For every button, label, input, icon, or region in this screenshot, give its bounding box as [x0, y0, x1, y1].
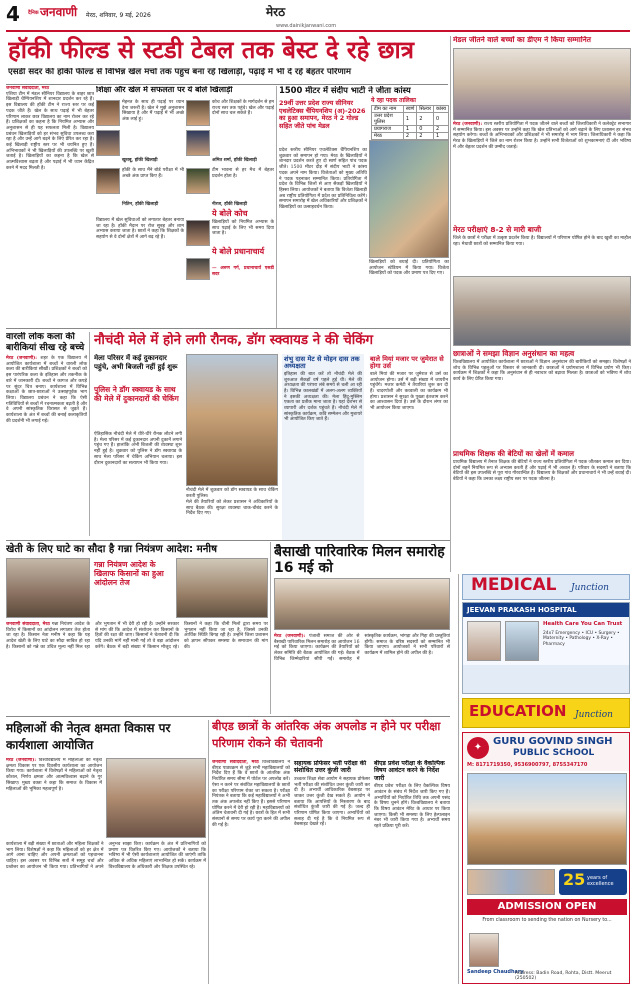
science-headline: छात्राओं ने समझा विज्ञान अनुसंधान का महत्व: [453, 349, 575, 358]
masthead-rule: [6, 30, 630, 32]
athletics-story: [279, 86, 449, 326]
nauchandi-text-2: मेले की तैयारियों को लेकर प्रशासन ने अधिकारियों के साथ बैठक की। सुरक्षा व्यवस्था चाक-चौबंद करने के निर्देश दिए गए।: [186, 500, 278, 517]
player-photo-2: [96, 130, 120, 156]
athletics-subhead: 29वीं उत्तर प्रदेश राज्य सीनियर एथलेटिक्स चैंपियनशिप (अ)-2026 का हुआ समापन, मेरठ ने 2 गोल्ड सहित जीते पांच मेडल: [279, 99, 366, 130]
medical-ad-header: [462, 574, 630, 600]
jeevan-tag: Health Care You Can Trust: [543, 621, 623, 627]
school-address: Address: Badin Road, Rohta, Distt. Meerut (250502): [515, 971, 612, 981]
athletics-headline: 1500 मीटर में संदीप भाटी ने जीता कांस्य: [279, 86, 411, 95]
admission-sub: From classroom to sending the nation on Nursery to...: [482, 918, 612, 923]
school-sub: PUBLIC SCHOOL: [513, 748, 595, 758]
quote-name-4: नीरज, हॉकी खिलाड़ी: [212, 202, 248, 207]
dm-honour-photo: [453, 48, 631, 120]
lead-body: [6, 86, 94, 282]
school-logo-icon: ✦: [467, 737, 489, 759]
baisakhi-photo: [274, 578, 450, 630]
admission-open[interactable]: ADMISSION OPEN: [467, 899, 627, 915]
bed-box2-text: बीएड प्रवेश परीक्षा के लिए वैकल्पिक विषय आवंटन के संबंध में निर्देश जारी किए गए हैं। अभ्यर्थियों को निर्धारित तिथि तक अपनी पसंद के विषय चुनने होंगे। विश्वविद्यालय ने बताया कि विषय आवंटन मेरिट के आधार पर किया जाएगा। किसी भी समस्या के लिए हेल्पलाइन नंबर भी जारी किया गया है। अभ्यर्थी समय रहते प्रक्रिया पूरी करें।: [374, 784, 450, 830]
jeevan-doctor-photo: [467, 621, 501, 661]
daughters-headline: प्राथमिक शिक्षक की बेटियों का खेलों में कमाल: [453, 449, 575, 458]
nauchandi-headline: नौचंदी मेले में होने लगी रौनक, डॉग स्क्वायड ने की चेकिंग: [94, 333, 374, 348]
medal-table: [371, 98, 449, 140]
quote-4: टीम भावना से हर मैच में बेहतर प्रदर्शन होता है।: [212, 168, 274, 179]
art-text: मेरठ (जनवाणी): शहर के एक विद्यालय में आयोजित कार्यशाला में बच्चों ने वारली लोक कला की बारीकियां सीखीं। प्रशिक्षकों ने बच्चों को इस पारंपरिक कला के इतिहास और तकनीक के बारे में जानकारी दी। बच्चों ने कागज और कपड़े पर सुंदर चित्र बनाए। कार्यशाला में विभिन्न कक्षाओं के छात्र-छात्राओं ने उत्साहपूर्वक भाग लिया। विद्यालय प्रबंधन ने कहा कि ऐसी गतिविधियों से बच्चों में रचनात्मकता बढ़ती है और वे अपनी सांस्कृतिक विरासत से जुड़ते हैं। कार्यशाला के अंत में बच्चों की बनाई कलाकृतियों की प्रदर्शनी भी लगाई गई।: [6, 356, 87, 424]
quote-name-1: खुशबू, हॉकी खिलाड़ी: [122, 158, 158, 163]
bed-box-2: [374, 760, 450, 984]
dateline: मेरठ, शनिवार, 9 मई, 2026: [86, 12, 151, 19]
quote-1: मेहनत के साथ ही पढ़ाई पर ध्यान देना जरूरी है। खेल ने मुझे अनुशासन सिखाया है और मैं पढ़ाई में भी अच्छे अंक लाई हूं।: [122, 100, 184, 123]
athletics-text: प्रदेश स्तरीय सीनियर एथलेटिक्स चैंपियनशिप का शुक्रवार को समापन हो गया। मेरठ के खिलाड़ियों ने शानदार प्रदर्शन करते हुए दो स्वर्ण सहित पांच पदक जीते। 1500 मीटर दौड़ में संदीप भाटी ने कांस्य पदक अपने नाम किया। विजेताओं को मुख्य अतिथि ने पदक पहनाकर सम्मानित किया। प्रतियोगिता में प्रदेश के विभिन्न जिलों से आए सैकड़ों खिलाड़ियों ने हिस्सा लिया। आयोजकों ने बताया कि विजेता खिलाड़ी अब राष्ट्रीय प्रतियोगिता में प्रदेश का प्रतिनिधित्व करेंगे। समापन समारोह में खेल अधिकारियों और प्रशिक्षकों ने खिलाड़ियों का उत्साहवर्धन किया।: [279, 148, 367, 211]
lead-inner-head: शिक्षा और खेल में सफलता पर ये बोले खिलाड़ी: [96, 86, 233, 94]
bed-box1-head: सहायक प्रोफेसर भर्ती परीक्षा की संशोधित उत्तर कुंजी जारी: [294, 760, 367, 775]
nauchandi-sub1: मेला परिसर में कई दुकानदार पहुंचे, अभी बिजली नहीं हुई शुरू: [94, 354, 178, 371]
daughters-text: प्राथमिक विद्यालय में तैनात शिक्षक की बेटियों ने राज्य स्तरीय प्रतियोगिता में पदक जीतकर कमाल कर दिया। दोनों बहनें नियमित रूप से अभ्यास करती हैं और पढ़ाई में भी अव्वल हैं। परिवार के सदस्यों ने बताया कि बेटियों की इस उपलब्धि से पूरा गांव गौरवान्वित है। विद्यालय के शिक्षकों और प्रधानाचार्य ने भी उन्हें बधाई दी। बेटियों ने कहा कि उनका लक्ष्य राष्ट्रीय स्तर पर पदक जीतना है।: [453, 460, 631, 483]
bed-box-1: [294, 760, 370, 984]
page-number: 4: [6, 4, 20, 26]
bed-text: जनवाणी संवाददाता, मेरठ विश्वविद्यालय ने बीएड पाठ्यक्रम से जुड़े सभी महाविद्यालयों को निर्देश दिए हैं कि वे छात्रों के आंतरिक अंक निर्धारित समय सीमा में पोर्टल पर अपलोड करें। ऐसा न करने पर संबंधित महाविद्यालयों के छात्रों का परीक्षा परिणाम रोका जा सकता है। परीक्षा नियंत्रक ने बताया कि कई महाविद्यालयों ने अभी तक अंक अपलोड नहीं किए हैं। इससे परिणाम घोषित करने में देरी हो रही है। महाविद्यालयों को अंतिम चेतावनी दी गई है। छात्रों के हित में सभी संस्थानों से समय पर कार्य पूरा करने की अपील की गई है।: [212, 760, 290, 828]
women-text-2: कार्यशाला में बड़ी संख्या में छात्राओं और महिला शिक्षकों ने भाग लिया। विशेषज्ञों ने कहा कि महिलाओं को हर क्षेत्र में आगे आना चाहिए और अपनी क्षमताओं को पहचानना चाहिए। इस अवसर पर विभिन्न सत्रों में समूह चर्चा और प्रश्नोत्तर का आयोजन भी किया गया। प्रतिभागियों ने अपने अनुभव साझा किए। कार्यक्रम के अंत में प्रतिभागियों को प्रमाण पत्र वितरित किए गए। आयोजकों ने बताया कि भविष्य में भी ऐसी कार्यशालाएं आयोजित की जाएंगी ताकि अधिक से अधिक महिलाएं लाभान्वित हो सकें। कार्यक्रम में विश्वविद्यालय के अधिकारी और शिक्षक उपस्थित रहे।: [6, 842, 206, 870]
lead-text: एशिया टीम में मंडल सीनियर विद्यालय के बाहर छात्र खिलाड़ी चैम्पियनशिप में शानदार प्रदर्शन कर रहे हैं। इस विद्यालय की हॉकी टीम ने राज्य स्तर पर कई पदक जीते हैं। खेल के साथ पढ़ाई में भी बेहतर परिणाम लाकर छात्र विद्यालय का नाम रोशन कर रहे हैं। प्रशिक्षकों का कहना है कि नियमित अभ्यास और अनुशासन से ही यह सफलता मिली है। विद्यालय प्रबंधन खिलाड़ियों को हर संभव सुविधा उपलब्ध करा रहा है और उन्हें आगे बढ़ने के लिए प्रेरित कर रहा है। कई खिलाड़ी राष्ट्रीय स्तर पर भी चयनित हुए हैं। अभिभावकों ने भी खिलाड़ियों की उपलब्धि पर खुशी जताई है। खिलाड़ियों का कहना है कि खेल से आत्मविश्वास बढ़ता है और पढ़ाई में भी ध्यान केंद्रित करने में मदद मिलती है।: [6, 91, 94, 171]
medical-title: MEDICAL: [471, 575, 557, 595]
jeevan-ad: [462, 602, 630, 694]
lead-quotes-box: [96, 86, 274, 282]
lead-subhead: एसडी सदर की हॉकी फील्ड से विभिन्न खेल मंचों तक पहुंच बना रहे खिलाड़ी, पढ़ाई में भी दे रहे बेहतर परिणाम: [8, 68, 352, 77]
nauchandi-box1-head: शंभु दास मेट से मोहन दास तक अध्यक्षता: [284, 355, 360, 370]
section-title: मेरठ: [266, 5, 286, 19]
education-ad-header: [462, 698, 630, 728]
bed-story: [212, 760, 450, 984]
founder-name: Sandeep Chaudhary: [467, 969, 524, 975]
nauchandi-caption: नौचंदी मेले में शुक्रवार को डॉग स्क्वायड के साथ चेकिंग करती पुलिस।: [186, 488, 278, 499]
science-text: विश्वविद्यालय में आयोजित कार्यशाला में छात्राओं ने विज्ञान अनुसंधान की बारीकियों को समझा। विशेषज्ञों ने शोध के विभिन्न पहलुओं पर विस्तार से जानकारी दी। छात्राओं ने प्रयोगशाला में विभिन्न प्रयोग भी किए। कार्यक्रम में शिक्षकों ने कहा कि अनुसंधान से ही नवाचार को बढ़ावा मिलता है। छात्राओं को भविष्य में शोध कार्य के लिए प्रेरित किया गया।: [453, 360, 631, 383]
brand-prefix: दैनिक: [28, 10, 39, 16]
school-building-photo: [467, 773, 627, 865]
nauchandi-text-1: ऐतिहासिक नौचंदी मेले में धीरे-धीरे रौनक लौटने लगी है। मेला परिसर में कई दुकानदार अपनी दुकानें लगाने पहुंच गए हैं। हालांकि अभी बिजली की व्यवस्था शुरू नहीं हुई है। शुक्रवार को पुलिस ने डॉग स्क्वायड के साथ मेला परिसर में चेकिंग अभियान चलाया। इस दौरान दुकानदारों का सत्यापन भी किया गया।: [94, 432, 182, 466]
medal-col-gold: स्वर्ण: [403, 106, 416, 113]
lead-byline: जनवाणी संवाददाता, मेरठ: [6, 86, 50, 91]
dm-honour-headline: मेडल जीतने वाले बच्चों का डीएम ने किया सम्मानित: [453, 36, 591, 44]
founder-photo: [469, 933, 499, 967]
quote-3: हॉकी के साथ मैंने बोर्ड परीक्षा में भी अच्छे अंक प्राप्त किए हैं।: [122, 168, 184, 179]
farm-headline: खेती के लिए घाटे का सौदा है गन्ना नियंत्रण आदेश: मनीष: [6, 544, 217, 555]
bed-box1-text: उच्चतर शिक्षा सेवा आयोग ने सहायक प्रोफेसर भर्ती परीक्षा की संशोधित उत्तर कुंजी जारी कर दी है। अभ्यर्थी आधिकारिक वेबसाइट पर जाकर उत्तर कुंजी देख सकते हैं। आयोग ने बताया कि आपत्तियों के निस्तारण के बाद संशोधित कुंजी जारी की गई है। जल्द ही परिणाम घोषित किया जाएगा। अभ्यर्थियों को सलाह दी गई है कि वे नियमित रूप से वेबसाइट देखते रहें।: [294, 776, 370, 828]
coach-photo: [186, 220, 210, 246]
nauchandi-box-1: [282, 354, 364, 540]
school-students-photo: [467, 869, 555, 895]
quote-name-2: अमित शर्मा, हॉकी खिलाड़ी: [212, 158, 257, 163]
women-story: [6, 758, 206, 984]
farm-pull: गन्ना नियंत्रण आदेश के खिलाफ किसानों का हुआ आंदोलन तेज: [94, 560, 164, 587]
baisakhi-headline: बैसाखी पारिवारिक मिलन समारोह 16 मई को: [274, 544, 445, 576]
right-news-column: [453, 36, 631, 572]
section-rule-1: [6, 328, 450, 329]
art-box: [6, 332, 90, 536]
baisakhi-text: मेरठ (जनवाणी): पंजाबी समाज की ओर से बैसाखी पारिवारिक मिलन समारोह का आयोजन 16 मई को किया जाएगा। कार्यक्रम की तैयारियों को लेकर समिति की बैठक आयोजित की गई। बैठक में विभिन्न जिम्मेदारियां सौंपी गईं। समारोह में सांस्कृतिक कार्यक्रम, भांगड़ा और गिद्दा की प्रस्तुतियां होंगी। समाज के वरिष्ठ सदस्यों को सम्मानित भी किया जाएगा। आयोजकों ने सभी परिवारों से कार्यक्रम में शामिल होने की अपील की है।: [274, 634, 450, 662]
nauchandi-box2-text: बाले मियां की मजार पर जुमेरात से उर्स का आयोजन होगा। उर्स में बड़ी संख्या में जायरीन पहुंचेंगे। मजार कमेटी ने तैयारियां शुरू कर दी हैं। चादरपोशी और कव्वाली का कार्यक्रम भी होगा। प्रशासन ने सुरक्षा के पुख्ता इंतजाम करने का आश्वासन दिया है। उर्स के दौरान लंगर का भी आयोजन किया जाएगा।: [370, 371, 448, 412]
medal-col-silver: सिल्वर: [417, 106, 434, 113]
farm-story: [6, 558, 268, 714]
athletics-photo: [369, 140, 449, 258]
nauchandi-story: [94, 354, 450, 540]
farm-divider: [270, 542, 271, 714]
principal-photo: [186, 258, 210, 280]
lead-quotes-extra: विद्यालय में खेल सुविधाओं को लगातार बेहतर बनाया जा रहा है। हॉकी मैदान पर रोज सुबह और शाम अभ्यास कराया जाता है। छात्रों ने कहा कि शिक्षकों के सहयोग से वे दोनों क्षेत्रों में आगे बढ़ रहे हैं।: [96, 218, 184, 241]
quote-2: कोच और शिक्षकों के मार्गदर्शन से हम राज्य स्तर तक पहुंचे। खेल और पढ़ाई दोनों साथ चल सकते हैं।: [212, 100, 274, 117]
medal-table-grid: [371, 105, 449, 140]
ads-divider: [458, 574, 459, 984]
nauchandi-sub2: पुलिस ने डॉग स्क्वायड के साथ की मेले में दुकानदारों की चेकिंग: [94, 385, 179, 403]
section-rule-2: [6, 540, 450, 541]
lead-headline: हॉकी फील्ड से स्टडी टेबल तक बेस्ट दे रहे छात्र: [8, 36, 414, 64]
coach-quote: खिलाड़ियों को नियमित अभ्यास के साथ पढ़ाई के लिए भी समय दिया जाता है।: [212, 220, 274, 237]
art-headline: वारली लोक कला की बारीकियां सीख रहे बच्चे: [6, 332, 85, 353]
section-rule-3: [6, 716, 450, 717]
exam-text: जिले के छात्रों ने परीक्षा में उत्कृष्ट प्रदर्शन किया है। विद्यालयों में परिणाम घोषित होने के बाद खुशी का माहौल रहा। मेधावी छात्रों को सम्मानित किया गया।: [453, 236, 631, 247]
coach-head: ये बोले कोच: [212, 209, 248, 218]
women-text-1: मेरठ (जनवाणी): विश्वविद्यालय में महिलाओं की नेतृत्व क्षमता विकास पर एक दिवसीय कार्यशाला का आयोजन किया गया। कार्यशाला में विशेषज्ञों ने महिलाओं को नेतृत्व कौशल, निर्णय क्षमता और आत्मविश्वास बढ़ाने के गुर सिखाए। मुख्य वक्ता ने कहा कि समाज के विकास में महिलाओं की भूमिका महत्वपूर्ण है।: [6, 758, 102, 792]
player-photo-5: [96, 168, 120, 194]
women-headline: महिलाओं की नेतृत्व क्षमता विकास पर कार्यशाला आयोजित: [6, 721, 171, 752]
years-badge: [559, 869, 627, 895]
women-photo: [106, 758, 206, 838]
jeevan-services: 24x7 Emergency • ICU • Surgery • Maternity • Pathology • X-Ray • Pharmacy: [543, 631, 620, 647]
player-photo-3: [186, 100, 210, 126]
jeevan-title: JEEVAN PRAKASH HOSPITAL: [467, 606, 577, 614]
exam-headline: मेरठ परीक्षाएं 8-2 से मारी बाजी: [453, 225, 542, 234]
player-photo-4: [186, 130, 210, 156]
medal-table-header: [372, 106, 449, 113]
masthead: [6, 4, 630, 34]
nauchandi-box2-head: बाले मियां मजार पर जुमेरात से होगा उर्स: [370, 355, 444, 370]
athletics-caption: खिलाड़ियों को बधाई दी। प्रतियोगिता का आयोजन स्टेडियम में किया गया। विजेता खिलाड़ियों को पदक और प्रमाण पत्र दिए गए।: [369, 260, 449, 277]
nauchandi-box-2: [368, 354, 450, 540]
table-row: प्रयागराज 1 0 2: [372, 126, 449, 133]
bed-box2-head: बीएड प्रवेश परीक्षा के वैकल्पिक विषय आवंटन करने के निर्देश जारी: [374, 760, 445, 782]
website-url[interactable]: www.dainikjanwani.com: [276, 23, 337, 29]
school-phone: M: 8171719350, 9536900797, 8755347170: [467, 762, 588, 768]
right-col-divider: [450, 36, 451, 572]
player-photo-1: [96, 100, 120, 126]
education-title: EDUCATION: [469, 702, 567, 720]
quote-name-3: नितिन, हॉकी खिलाड़ी: [122, 202, 159, 207]
farm-photo-2: [176, 558, 268, 618]
farm-text: जनवाणी संवाददाता, मेरठ गन्ना नियंत्रण आदेश के विरोध में किसानों का आंदोलन लगातार तेज होता जा रहा है। किसान नेता मनीष ने कहा कि यह आदेश खेती के लिए घाटे का सौदा साबित हो रहा है। किसानों को गन्ने का उचित मूल्य नहीं मिल रहा और भुगतान में भी देरी हो रही है। उन्होंने सरकार से मांग की कि आदेश में संशोधन कर किसानों के हितों की रक्षा की जाए। किसानों ने चेतावनी दी कि यदि उनकी मांगें नहीं मानी गईं तो वे बड़ा आंदोलन करेंगे। बैठक में बड़ी संख्या में किसान मौजूद रहे। किसानों ने कहा कि चीनी मिलों द्वारा समय पर भुगतान नहीं किया जा रहा है, जिससे उनकी आर्थिक स्थिति बिगड़ रही है। उन्होंने जिला प्रशासन को ज्ञापन सौंपकर समस्या के समाधान की मांग की।: [6, 622, 268, 650]
exam-photo: [453, 276, 631, 346]
school-name: GURU GOVIND SINGH: [493, 736, 613, 747]
table-row: उत्तर प्रदेश पुलिस 1 2 0: [372, 113, 449, 126]
jeevan-footer: [463, 665, 630, 694]
lead-rule: [6, 84, 448, 85]
brand-name: जनवाणी: [40, 5, 78, 19]
principal-name: — अरुण गर्ग, प्रधानाचार्य एसडी सदर: [212, 266, 274, 277]
nauchandi-box1-text: इतिहास की बात करें तो नौचंदी मेले की शुरुआत सैकड़ों वर्ष पहले हुई थी। मेले की अध्यक्षता की परंपरा लंबे समय से चली आ रही है। विभिन्न कालखंडों में अलग-अलग व्यक्तियों ने इसकी अध्यक्षता की। मेला हिंदू-मुस्लिम एकता का प्रतीक माना जाता है। यहां देशभर से व्यापारी और दर्शक पहुंचते हैं। नौचंदी मेले में सांस्कृतिक कार्यक्रम, कवि सम्मेलन और मुशायरे भी आयोजित किए जाते हैं।: [284, 371, 362, 423]
education-sub: Junction: [575, 710, 613, 720]
school-ad: [462, 732, 630, 984]
women-divider: [208, 720, 209, 984]
principal-head: ये बोले प्रधानाचार्य: [212, 247, 265, 256]
farm-photo: [6, 558, 90, 618]
jeevan-building-photo: [505, 621, 539, 661]
years-number: 25: [563, 870, 586, 889]
years-label: years of excellence: [587, 875, 614, 887]
dm-honour-text: मेरठ (जनवाणी): राज्य स्तरीय प्रतियोगिता में पदक जीतने वाले बच्चों को जिलाधिकारी ने कलेक्ट्रेट सभागार में सम्मानित किया। इस अवसर पर उन्होंने कहा कि खेल प्रतिभाओं को आगे बढ़ाने के लिए प्रशासन हर संभव सहयोग करेगा। बच्चों के अभिभावकों और प्रशिक्षकों ने भी समारोह में भाग लिया। जिलाधिकारी ने कहा कि मेरठ के खिलाड़ियों ने जिले का नाम रोशन किया है। उन्होंने सभी विजेताओं को शुभकामनाएं दीं और भविष्य में और बेहतर प्रदर्शन की उम्मीद जताई।: [453, 122, 631, 150]
player-photo-6: [186, 168, 210, 194]
bed-headline: बीएड छात्रों के आंतरिक अंक अपलोड न होने पर परीक्षा परिणाम रोकने की चेतावनी: [212, 719, 441, 750]
medical-sub: Junction: [571, 583, 609, 593]
baisakhi-story: [274, 578, 450, 714]
medal-table-title: ये रहा पदक तालिका: [371, 97, 416, 104]
medal-col-bronze: कांस्य: [434, 106, 449, 113]
nauchandi-photo: [186, 354, 278, 486]
lead-divider: [276, 86, 277, 328]
table-row: मेरठ 2 2 1: [372, 133, 449, 140]
medal-col-team: टीम का नाम: [372, 106, 404, 113]
